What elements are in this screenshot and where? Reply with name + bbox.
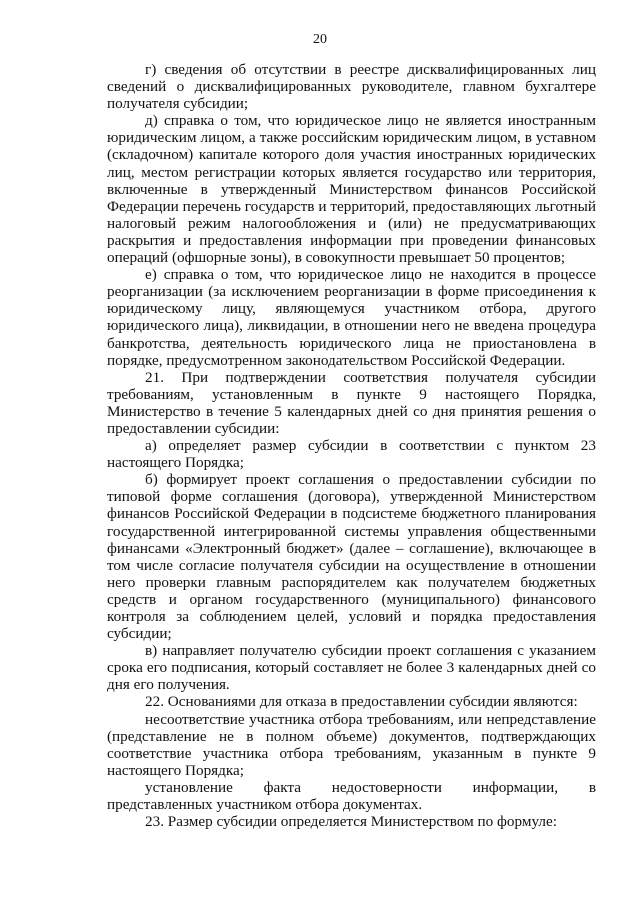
paragraph-e-reorganization-certificate: е) справка о том, что юридическое лицо не находится в процессе реорганизации (за исключением реорганизации в форме присоединения к юридическому лицу, являющемуся участником отбора, другого юридического лица), ликвидации, в отношении него не введена процедура банкротства, деятельность юридического лица не приостановлена в порядке, предусмотренном законодательством Российской Федерации. [107,266,596,369]
paragraph-23-subsidy-formula: 23. Размер субсидии определяется Министерством по формуле: [145,813,557,831]
page-number: 20 [313,32,327,47]
paragraph-21-confirmation: 21. При подтверждении соответствия получателя субсидии требованиям, установленным в пункте 9 настоящего Порядка, Министерство в течение 5 календарных дней со дня принятия решения о предоставлении субсидии: [107,368,596,437]
paragraph-21b-agreement-draft: б) формирует проект соглашения о предоставлении субсидии по типовой форме соглашения (договора), утвержденной Министерством финансов Российской Федерации в подсистеме бюджетного планирования государственной интегрированной системы управления общественными финансами «Электронный бюджет» (далее – соглашение), включающее в том числе согласие получателя субсидии на осуществление в отношении него проверки главным распорядителем как получателем бюджетных средств и органом государственного (муниципального) финансового контроля за соблюдением целей, условий и порядка предоставления субсидии; [107,471,596,643]
paragraph-21a-subsidy-amount: а) определяет размер субсидии в соответствии с пунктом 23 настоящего Порядка; [107,437,596,472]
document-body [107,61,596,830]
paragraph-g-disqualified-persons: г) сведения об отсутствии в реестре дисквалифицированных лиц сведений о дисквалифицированных руководителе, главном бухгалтере получателя субсидии; [107,61,596,113]
paragraph-22-false-information: установление факта недостоверности информации, в представленных участником отбора документах. [107,778,596,814]
paragraph-d-foreign-entity-certificate: д) справка о том, что юридическое лицо не является иностранным юридическим лицом, а также российским юридическим лицом, в уставном (складочном) капитале которого доля участия иностранных юридических лиц, местом регистрации которых является государство или территория, включенные в утвержденный Министерством финансов Российской Федерации перечень государств и территорий, предоставляющих льготный налоговый режим налогообложения и (или) не предусматривающих раскрытия и предоставления информации при проведении финансовых операций (офшорные зоны), в совокупности превышает 50 процентов; [107,112,596,267]
paragraph-22-noncompliance: несоответствие участника отбора требованиям, или непредставление (представление не в полном объеме) документов, подтверждающих соответствие участника отбора требованиям, указанным в пункте 9 настоящего Порядка; [107,710,596,779]
paragraph-22-refusal-grounds: 22. Основаниями для отказа в предоставлении субсидии являются: [145,693,578,711]
paragraph-21c-send-agreement: в) направляет получателю субсидии проект соглашения с указанием срока его подписания, который составляет не более 3 календарных дней со дня его получения. [107,642,596,694]
